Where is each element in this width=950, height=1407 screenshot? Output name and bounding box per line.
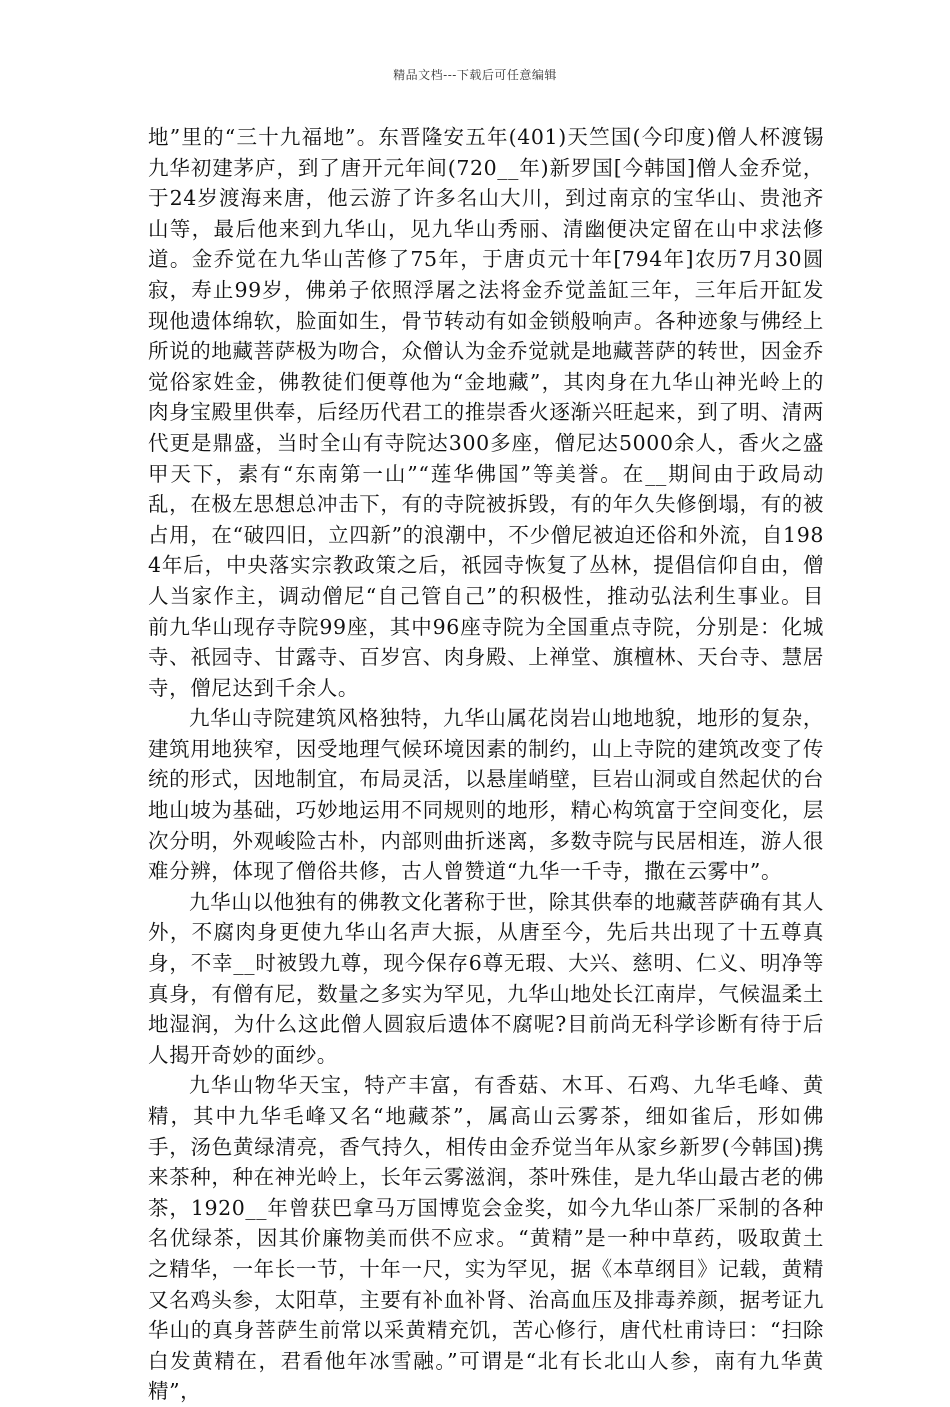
page-header: 精品文档---下载后可任意编辑 xyxy=(393,68,557,82)
paragraph-temple-history: 地”里的“三十九福地”。东晋隆安五年(401)天竺国(今印度)僧人杯渡锡九华初建茅庐，到了唐开元年间(720__年)新罗国[今韩国]僧人金乔觉，于24岁渡海来唐，他云游了许多名山大川，到过南京的宝华山、贵池齐山等，最后他来到九华山，见九华山秀丽、清幽便决定留在山中求法修道。金乔觉在九华山苦修了75年，于唐贞元十年[794年]农历7月30圆寂，寿止99岁，佛弟子依照浮屠之法将金乔觉盖缸三年，三年后开缸发现他遗体绵软，脸面如生，骨节转动有如金锁般响声。各种迹象与佛经上所说的地藏菩萨极为吻合，众僧认为金乔觉就是地藏菩萨的转世，因金乔觉俗家姓金，佛教徒们便尊他为“金地藏”，其肉身在九华山神光岭上的肉身宝殿里供奉，后经历代君工的推崇香火逐渐兴旺起来，到了明、清两代更是鼎盛，当时全山有寺院达300多座，僧尼达5000余人，香火之盛甲天下，素有“东南第一山”“莲华佛国”等美誉。在__期间由于政局动乱，在极左思想总冲击下，有的寺院被拆毁，有的年久失修倒塌，有的被占用，在“破四旧，立四新”的浪潮中，不少僧尼被迫还俗和外流，自1984年后，中央落实宗教政策之后，祇园寺恢复了丛林，提倡信仰自由，僧人当家作主，调动僧尼“自己管自己”的积极性，推动弘法利生事业。目前九华山现存寺院99座，其中96座寺院为全国重点寺院，分别是：化城寺、祇园寺、甘露寺、百岁宫、肉身殿、上禅堂、旗檀林、天台寺、慧居寺，僧尼达到千余人。 xyxy=(148,125,824,700)
paragraph-preserved-bodies: 九华山以他独有的佛教文化著称于世，除其供奉的地藏菩萨确有其人外，不腐肉身更使九华山名声大振，从唐至今，先后共出现了十五尊真身，不幸__时被毁九尊，现今保存6尊无瑕、大兴、慈明、仁义、明净等真身，有僧有尼，数量之多实为罕见，九华山地处长江南岸，气候温柔土地湿润，为什么这此僧人圆寂后遗体不腐呢?目前尚无科学诊断有待于后人揭开奇妙的面纱。 xyxy=(148,889,824,1067)
document-body xyxy=(148,122,824,1407)
paragraph-local-products: 九华山物华天宝，特产丰富，有香菇、木耳、石鸡、九华毛峰、黄精，其中九华毛峰又名“地藏茶”，属高山云雾茶，细如雀后，形如佛手，汤色黄绿清亮，香气持久，相传由金乔觉当年从家乡新罗(今韩国)携来茶种，种在神光岭上，长年云雾滋润，茶叶殊佳，是九华山最古老的佛茶，1920__年曾获巴拿马万国博览会金奖，如今九华山茶厂采制的各种名优绿茶，因其价廉物美而供不应求。“黄精”是一种中草药，吸取黄土之精华，一年长一节，十年一尺，实为罕见，据《本草纲目》记载，黄精又名鸡头参，太阳草，主要有补血补肾、治高血压及排毒养颜，据考证九华山的真身菩萨生前常以采黄精充饥，苦心修行，唐代杜甫诗曰：“扫除白发黄精在，君看他年冰雪融。”可谓是“北有长北山人参，南有九华黄精”， xyxy=(148,1073,824,1404)
paragraph-temple-architecture: 九华山寺院建筑风格独特，九华山属花岗岩山地地貌，地形的复杂，建筑用地狭窄，因受地理气候环境因素的制约，山上寺院的建筑改变了传统的形式，因地制宜，布局灵活，以悬崖峭壁，巨岩山洞或自然起伏的台地山坡为基础，巧妙地运用不同规则的地形，精心构筑富于空间变化，层次分明，外观峻险古朴，内部则曲折迷离，多数寺院与民居相连，游人很难分辨，体现了僧俗共修，古人曾赞道“九华一千寺，撒在云雾中”。 xyxy=(148,706,824,884)
